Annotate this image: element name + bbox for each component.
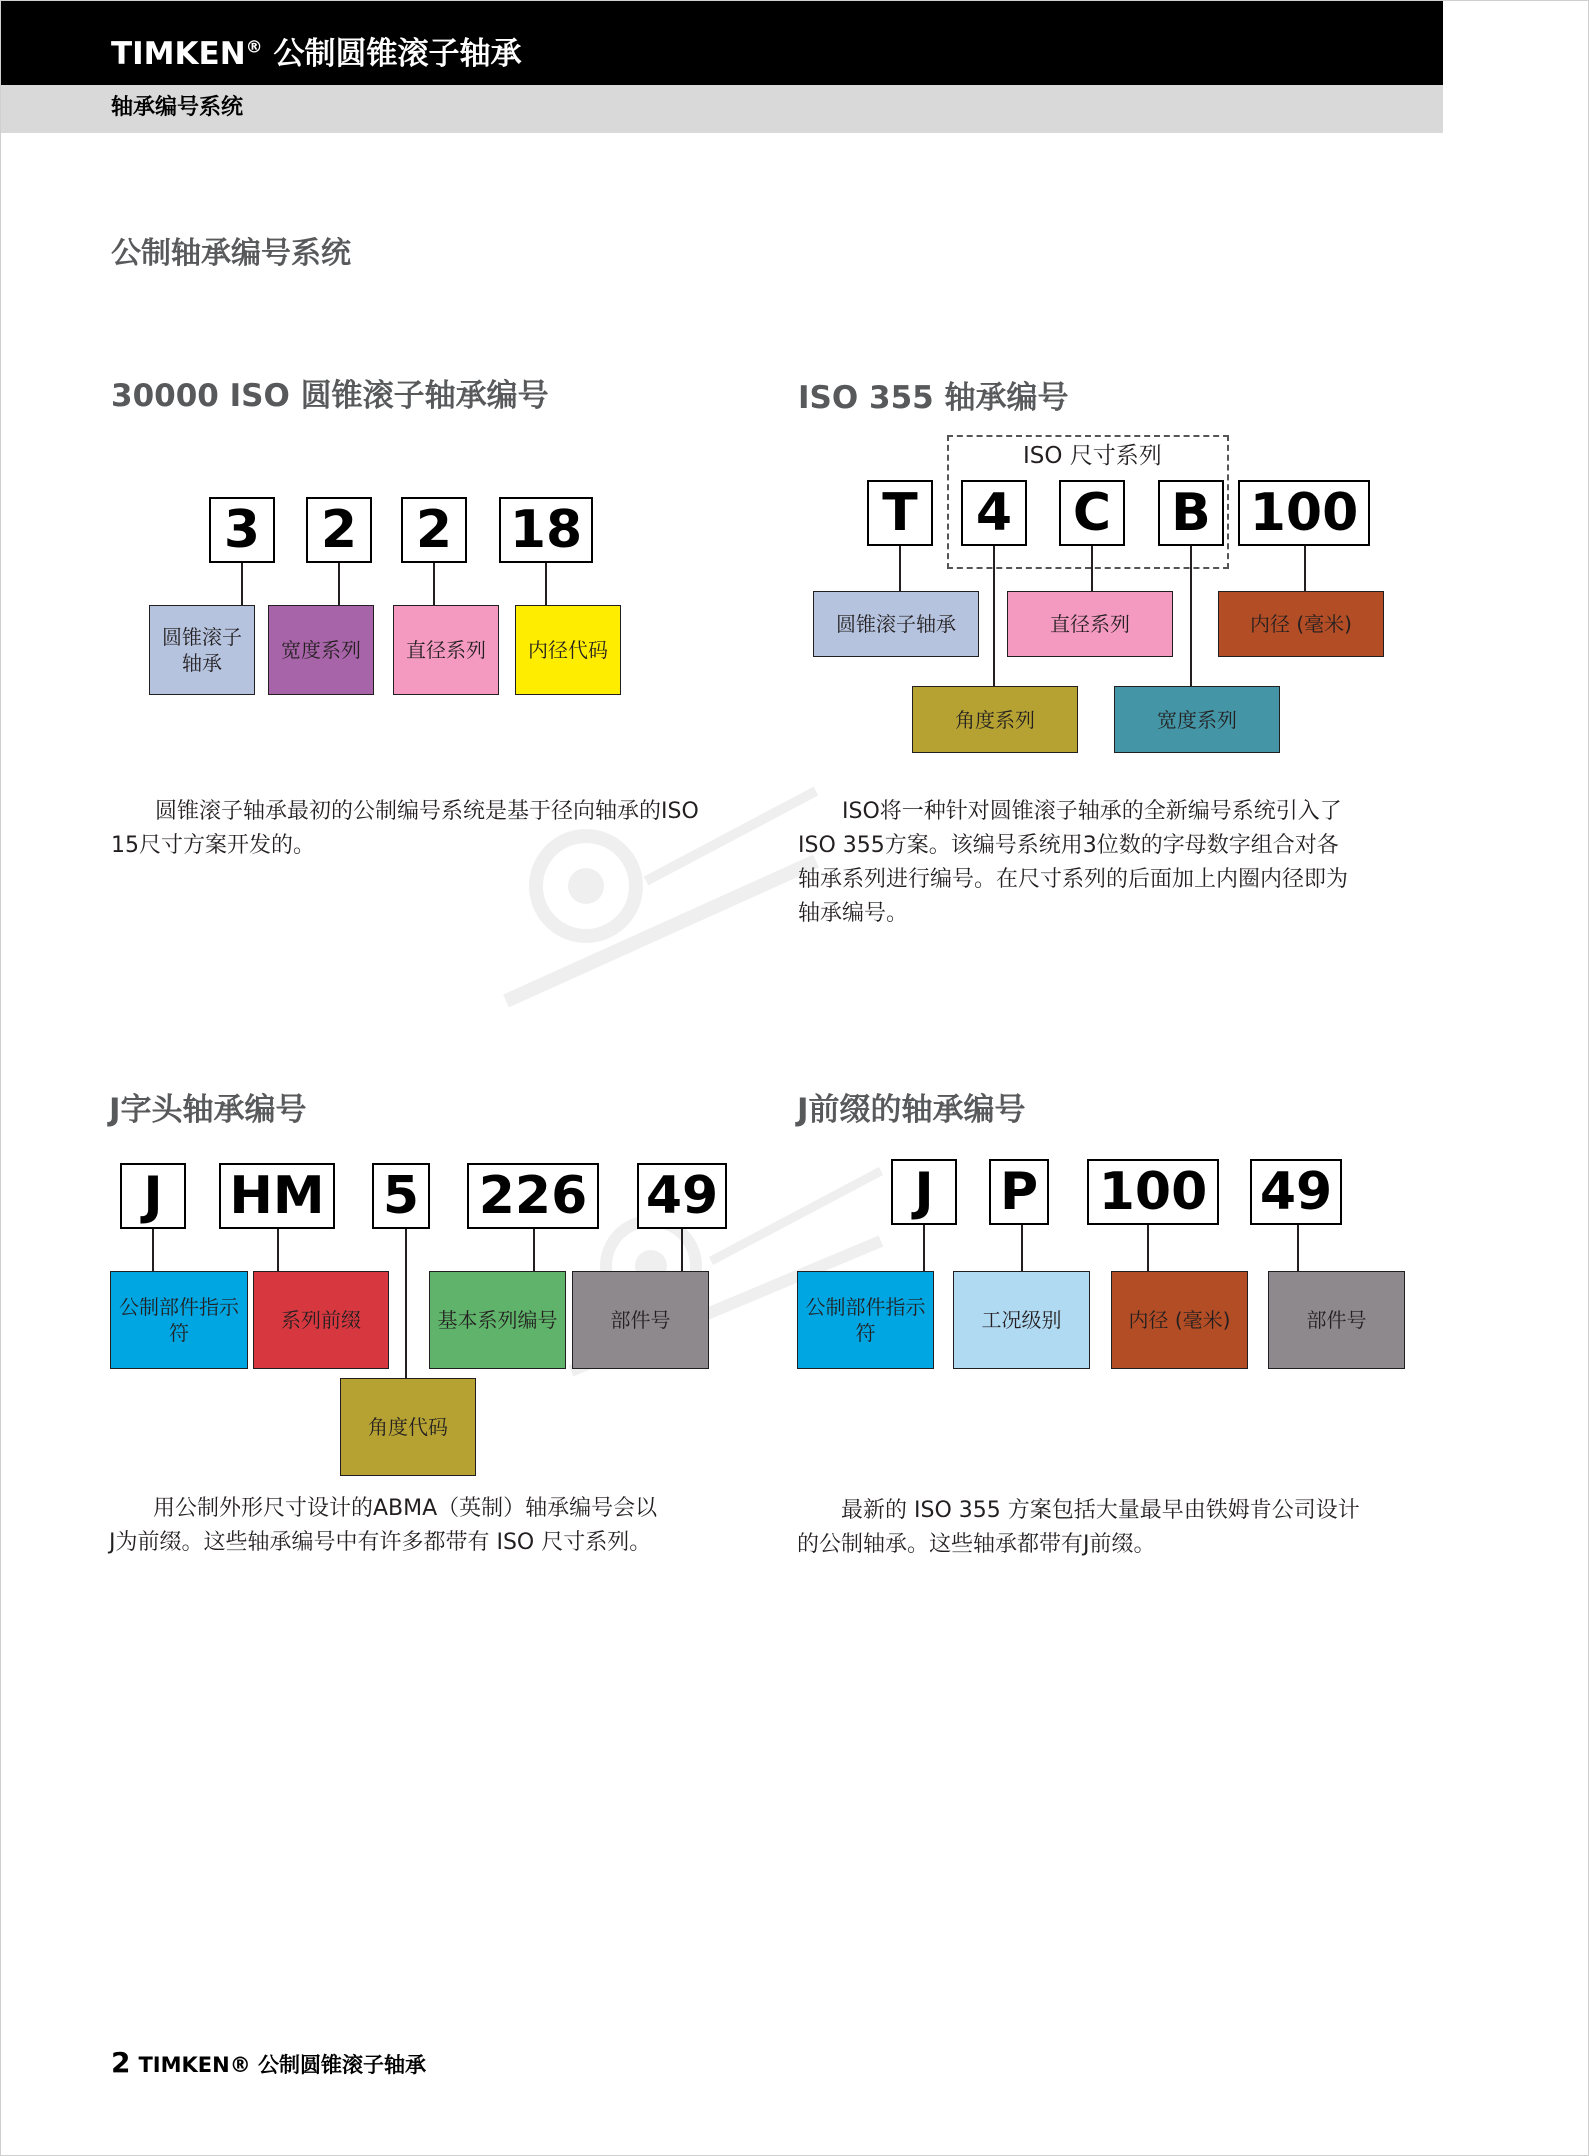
- code-digit: P: [989, 1159, 1049, 1225]
- connector-line: [405, 1229, 407, 1379]
- label-service-class: 工况级别: [953, 1271, 1090, 1369]
- paragraph-line: 的公制轴承。这些轴承都带有J前缀。: [797, 1532, 1156, 1557]
- paragraph-line: ISO将一种针对圆锥滚子轴承的全新编号系统引入了: [842, 799, 1342, 824]
- connector-line: [1304, 546, 1306, 591]
- code-digit: 18: [499, 497, 593, 563]
- code-digit: 226: [467, 1163, 599, 1229]
- label-part-number: 部件号: [1268, 1271, 1405, 1369]
- paragraph-line: 最新的 ISO 355 方案包括大量最早由铁姆肯公司设计: [841, 1498, 1360, 1523]
- label-basic-series-number: 基本系列编号: [429, 1271, 566, 1369]
- code-digit: J: [120, 1163, 186, 1229]
- paragraph-line: J为前缀。这些轴承编号中有许多都带有 ISO 尺寸系列。: [109, 1530, 652, 1555]
- label-part-number: 部件号: [572, 1271, 709, 1369]
- footer: [111, 2046, 427, 2079]
- section-title-j-prefix: J前缀的轴承编号: [797, 1092, 1026, 1128]
- paragraph-line: 轴承系列进行编号。在尺寸系列的后面加上内圈内径即为: [798, 867, 1349, 892]
- connector-line: [338, 563, 340, 607]
- label-width-series: 宽度系列: [1114, 686, 1280, 753]
- section-text-j-prefix: [797, 1494, 1417, 1562]
- section-title-j-head: J字头轴承编号: [109, 1092, 307, 1128]
- paragraph-line: 轴承编号。: [798, 901, 909, 926]
- code-digit: HM: [219, 1163, 335, 1229]
- code-digit: J: [891, 1159, 957, 1225]
- connector-line: [277, 1229, 279, 1273]
- connector-line: [899, 546, 901, 591]
- label-bore-code: 内径代码: [515, 605, 621, 695]
- label-bore-mm: 内径 (毫米): [1111, 1271, 1248, 1369]
- code-digit: C: [1059, 480, 1125, 546]
- section-title-iso355: ISO 355 轴承编号: [798, 380, 1069, 416]
- code-digit: 2: [401, 497, 467, 563]
- code-digit: 49: [1250, 1159, 1342, 1225]
- connector-line: [545, 563, 547, 607]
- connector-line: [1190, 546, 1192, 688]
- iso-dimension-series-label: ISO 尺寸系列: [1023, 443, 1162, 469]
- label-width-series: 宽度系列: [268, 605, 374, 695]
- code-digit: 100: [1087, 1159, 1219, 1225]
- brand-name: TIMKEN: [111, 36, 246, 72]
- paragraph-line: 用公制外形尺寸设计的ABMA（英制）轴承编号会以: [153, 1496, 658, 1521]
- header-title-text: 公制圆锥滚子轴承: [273, 36, 522, 72]
- code-digit: T: [867, 480, 933, 546]
- page-heading: 公制轴承编号系统: [111, 236, 351, 271]
- code-digit: 100: [1238, 480, 1370, 546]
- connector-line: [923, 1225, 925, 1273]
- paragraph-line: ISO 355方案。该编号系统用3位数的字母数字组合对各: [798, 833, 1339, 858]
- header-title: [111, 36, 522, 72]
- label-metric-part-indicator: 公制部件指示符: [110, 1271, 248, 1369]
- code-digit: 2: [306, 497, 372, 563]
- connector-line: [152, 1229, 154, 1273]
- footer-text: TIMKEN® 公制圆锥滚子轴承: [138, 2053, 427, 2077]
- connector-line: [433, 563, 435, 607]
- label-tapered-roller-bearing: 圆锥滚子轴承: [813, 591, 979, 657]
- label-angle-code: 角度代码: [340, 1378, 476, 1476]
- section-text-j-head: [109, 1492, 729, 1560]
- label-diameter-series: 直径系列: [1007, 591, 1173, 657]
- section-text-iso355: [798, 795, 1418, 931]
- label-bore-mm: 内径 (毫米): [1218, 591, 1384, 657]
- label-series-prefix: 系列前缀: [253, 1271, 389, 1369]
- label-tapered-roller-bearing: 圆锥滚子轴承: [149, 605, 255, 695]
- connector-line: [1147, 1225, 1149, 1273]
- connector-line: [1091, 546, 1093, 591]
- connector-line: [1021, 1225, 1023, 1273]
- connector-line: [681, 1229, 683, 1273]
- code-digit: 4: [961, 480, 1027, 546]
- connector-line: [241, 563, 243, 607]
- label-metric-part-indicator: 公制部件指示符: [797, 1271, 934, 1369]
- label-diameter-series: 直径系列: [393, 605, 499, 695]
- connector-line: [1297, 1225, 1299, 1273]
- paragraph: 圆锥滚子轴承最初的公制编号系统是基于径向轴承的ISO 15尺寸方案开发的。: [111, 799, 699, 858]
- code-digit: 49: [637, 1163, 727, 1229]
- connector-line: [993, 546, 995, 688]
- section-text-iso30000: [111, 795, 701, 863]
- code-digit: 3: [209, 497, 275, 563]
- connector-line: [533, 1229, 535, 1273]
- code-digit: 5: [372, 1163, 430, 1229]
- label-angle-series: 角度系列: [912, 686, 1078, 753]
- page-number: 2: [111, 2046, 131, 2079]
- code-digit: B: [1158, 480, 1224, 546]
- subheader-title: 轴承编号系统: [111, 95, 244, 120]
- registered-mark: ®: [245, 37, 263, 58]
- section-title-iso30000: 30000 ISO 圆锥滚子轴承编号: [111, 378, 549, 414]
